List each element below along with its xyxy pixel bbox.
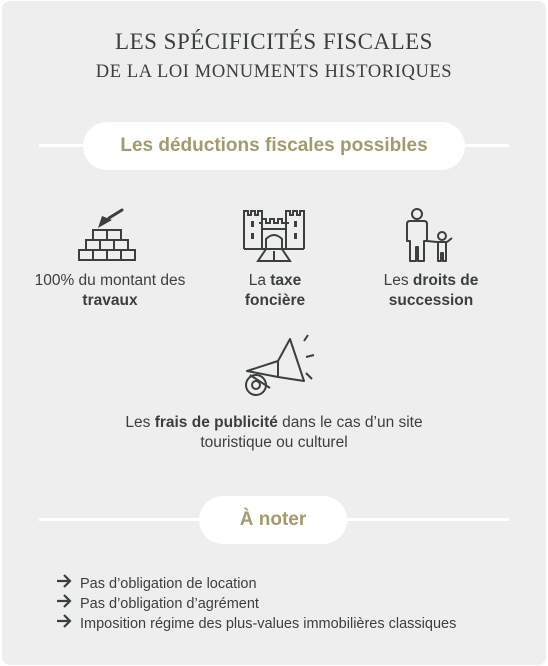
castle-icon bbox=[242, 207, 306, 263]
deduction-item-succession: Les droits de succession bbox=[383, 272, 479, 309]
arrow-right-icon bbox=[56, 614, 80, 634]
parent-child-icon bbox=[405, 207, 457, 263]
arrow-right-icon bbox=[56, 594, 80, 614]
deductions-heading: Les déductions fiscales possibles bbox=[83, 122, 465, 170]
deduction-item-taxe: La taxe foncière bbox=[244, 272, 306, 309]
notes-list bbox=[56, 574, 456, 634]
megaphone-icon bbox=[240, 333, 320, 405]
title-line-2: DE LA LOI MONUMENTS HISTORIQUES bbox=[95, 62, 453, 82]
list-item: Pas d’obligation de location bbox=[56, 574, 456, 594]
title-line-1: LES SPÉCIFICITÉS FISCALES bbox=[115, 29, 433, 54]
list-item: Imposition régime des plus-values immobilières classiques bbox=[56, 614, 456, 634]
bricks-trowel-icon bbox=[76, 206, 138, 262]
arrow-right-icon bbox=[56, 574, 80, 594]
notes-heading: À noter bbox=[199, 496, 347, 544]
list-item: Pas d’obligation d’agrément bbox=[56, 594, 456, 614]
deduction-item-publicite: Les frais de publicité dans le cas d’un site touristique ou culturel bbox=[125, 414, 423, 451]
deduction-item-travaux: 100% du montant des travaux bbox=[34, 272, 186, 309]
